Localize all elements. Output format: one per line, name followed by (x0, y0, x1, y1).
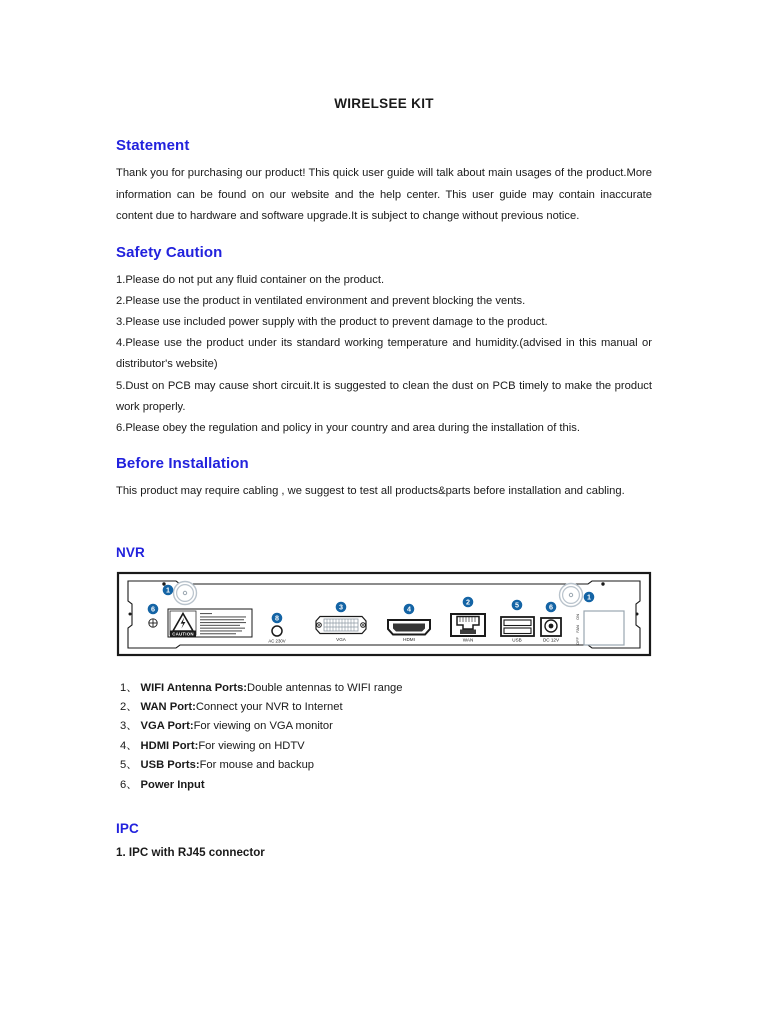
port-number: 6、 (120, 778, 138, 791)
port-name: USB Ports: (140, 759, 200, 772)
spacer (116, 795, 652, 821)
badge-6-number: 6 (549, 602, 553, 612)
badge-3-number: 3 (339, 602, 343, 612)
port-name: VGA Port: (140, 720, 194, 733)
list-item (116, 756, 652, 775)
vent-label-fan: FAN (575, 624, 580, 633)
section-heading-nvr: NVR (116, 544, 145, 560)
section-heading-ipc: IPC (116, 821, 139, 837)
badge-4-number: 4 (407, 604, 411, 614)
list-item (116, 737, 652, 756)
section-heading-statement: Statement (116, 137, 190, 154)
page-title: WIRELSEE KIT (334, 96, 434, 111)
port-name: WIFI Antenna Ports: (140, 681, 248, 694)
wan-port-label: WAN (462, 637, 474, 643)
port-number: 5、 (120, 759, 138, 772)
badge-1-left-number: 1 (166, 585, 170, 595)
screw-hole-icon (129, 612, 132, 615)
list-item: 2.Please use the product in ventilated environment and prevent blocking the vents. (116, 294, 526, 307)
port-name: HDMI Port: (140, 739, 199, 752)
ground-terminal-icon (149, 618, 157, 626)
wan-rj45-port-icon (451, 614, 485, 636)
list-item: 6.Please obey the regulation and policy in your country and area during the installation of this. (116, 421, 580, 434)
list-item: 3.Please use included power supply with the product to prevent damage to the product. (116, 315, 548, 328)
power-switch-label: AC 230V (268, 638, 286, 644)
vga-port-icon (316, 616, 366, 633)
badge-2-number: 2 (466, 597, 470, 607)
safety-caution-list (116, 270, 652, 440)
port-name: Power Input (140, 778, 205, 791)
badge-5-number: 5 (515, 600, 519, 610)
port-description: For viewing on HDTV (198, 739, 305, 752)
nvr-rear-panel-diagram (116, 569, 652, 659)
section-heading-safety-caution: Safety Caution (116, 243, 223, 261)
dc-power-input-icon (541, 618, 561, 636)
list-item: 4.Please use the product under its standard working temperature and humidity.(advised in this manual or distributor's website) (116, 337, 652, 371)
hdmi-port-icon (388, 620, 430, 635)
before-installation-paragraph: This product may require cabling , we suggest to test all products&parts before installation and cabling. (116, 485, 625, 498)
power-switch-icon (272, 626, 282, 636)
port-description: Double antennas to WIFI range (247, 681, 403, 694)
list-item (116, 679, 652, 698)
list-item (116, 698, 652, 717)
port-number: 2、 (120, 701, 138, 714)
caution-label-text: CAUTION (172, 631, 194, 637)
port-number: 4、 (120, 739, 138, 752)
screw-hole-icon (601, 582, 604, 585)
wifi-antenna-port-left-icon (174, 581, 197, 604)
nvr-port-legend-list (116, 679, 652, 795)
document-content (116, 96, 652, 859)
port-number: 1、 (120, 681, 138, 694)
caution-label (168, 609, 252, 637)
spacer (116, 519, 652, 545)
list-item (116, 717, 652, 736)
vent-label-on: ON (575, 613, 580, 620)
dc-power-input-label: DC 12V (542, 637, 560, 643)
badge-8-number: 8 (275, 613, 279, 623)
list-item: 5.Dust on PCB may cause short circuit.It is suggested to clean the dust on PCB timely to make the product work properly. (116, 379, 652, 413)
usb-ports-icon (501, 617, 534, 636)
vent-label-off: OFF (575, 636, 580, 645)
list-item: 1.Please do not put any fluid container on the product. (116, 273, 385, 286)
usb-ports-label: USB (512, 637, 522, 643)
list-item (116, 776, 652, 795)
ipc-sub-heading: 1. IPC with RJ45 connector (116, 846, 265, 860)
nvr-rear-panel-svg (116, 569, 652, 659)
hdmi-port-label: HDMI (403, 636, 415, 642)
port-name: WAN Port: (140, 701, 196, 714)
statement-paragraph: Thank you for purchasing our product! This quick user guide will talk about main usages of the product.More information can be found on our website and the help center. This user guide may contain inaccurate content due to hardware and software upgrade.It is subject to change without previous notice. (116, 167, 652, 222)
badge-1-right-number: 1 (587, 592, 591, 602)
fan-vent-area (584, 611, 624, 645)
vga-port-label: VGA (336, 636, 346, 642)
port-number: 3、 (120, 720, 138, 733)
port-description: Connect your NVR to Internet (195, 701, 343, 714)
badge-7-number: 6 (151, 604, 155, 614)
section-heading-before-installation: Before Installation (116, 455, 249, 473)
port-description: For viewing on VGA monitor (193, 720, 333, 733)
wifi-antenna-port-right-icon (560, 583, 583, 606)
screw-hole-icon (636, 612, 639, 615)
port-description: For mouse and backup (199, 759, 315, 772)
